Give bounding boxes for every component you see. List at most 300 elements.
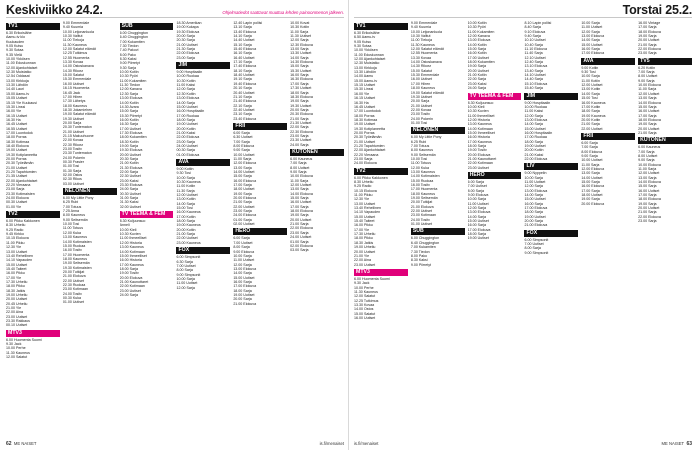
programme-entry: 18.40 Uutiset bbox=[233, 73, 255, 78]
programme-entry: 17.00 Uutiset bbox=[467, 55, 489, 60]
programme-entry: 16.00 Yle bbox=[6, 109, 22, 114]
programme-entry: 10.00 Sarja bbox=[176, 276, 195, 281]
programme-entry: 13.00 Kirkkoja bbox=[354, 65, 377, 70]
programme-entry: 18.30 Amerikan bbox=[176, 21, 202, 25]
programme-entry: 19.00 Kauneus bbox=[176, 223, 201, 228]
programme-entry: 17.00 Elokuva bbox=[524, 206, 548, 211]
programme-entry: 19.00 Kukapa bbox=[176, 25, 199, 30]
programme-entry: 12.00 Kanava bbox=[119, 87, 142, 92]
programme-entry: 11.00 Pikku bbox=[6, 240, 25, 245]
programme-entry: 17.30 Urheilu bbox=[6, 279, 28, 284]
programme-entry: 14.30 Rikosr bbox=[62, 68, 84, 73]
programme-entry: 01.00 Sarja bbox=[119, 196, 139, 201]
programme-entry: 11.30 Kauneus bbox=[6, 350, 30, 355]
programme-entry: 7.00 Sarja bbox=[581, 145, 598, 150]
programme-entry: 15.30 Emmerdale bbox=[410, 73, 440, 78]
programme-entry: 20.10 Sarja bbox=[233, 86, 252, 91]
programme-entry: 20.00 Sarja bbox=[410, 99, 430, 104]
programme-entry: 21.00 Uutiset bbox=[354, 139, 376, 144]
programme-entry: 23.00 Kauneus bbox=[176, 240, 201, 245]
programme-entry: 22.20 Vieraana bbox=[6, 183, 31, 188]
channel-heading: MTV3 bbox=[354, 269, 408, 276]
programme-entry: 10.15 Elokuva bbox=[354, 188, 377, 193]
channel-heading: FRII bbox=[581, 133, 635, 140]
website: is.fi/menaiset bbox=[354, 441, 379, 446]
right-page bbox=[350, 0, 696, 450]
programme-entry: 12.00 Ajankohtaiset bbox=[6, 65, 38, 70]
programme-entry: 21.00 Yle bbox=[354, 253, 370, 258]
programme-entry: 15.30 Uutiset bbox=[290, 68, 312, 73]
programme-entry: 21.00 Kaunottaret bbox=[119, 279, 149, 284]
programme-entry: 23.00 Tositv bbox=[62, 146, 82, 151]
programme-entry: 13.00 Sarja bbox=[638, 175, 657, 180]
programme-entry: 11.00 Tiekoja bbox=[62, 38, 84, 43]
programme-entry: 13.00 Elokuva bbox=[119, 96, 143, 101]
programme-entry: 18.30 Kotiin bbox=[119, 139, 139, 144]
programme-entry: 12.54 Oddasat bbox=[6, 74, 30, 79]
programme-entry: 10.30 Valitut bbox=[410, 34, 431, 39]
programme-entry: 16.00 Sarja bbox=[290, 73, 309, 78]
programme-entry: 11.00 Ihmeelliset bbox=[119, 236, 147, 241]
programme-entry: 14.00 Elokuva bbox=[638, 180, 661, 184]
programme-entry: 20.00 Sarja bbox=[290, 107, 309, 112]
programme-entry: 19.00 Salatut elämät bbox=[62, 112, 96, 117]
channel-heading: JIM bbox=[176, 62, 230, 69]
programme-entry: 13.00 Kirkkoja bbox=[6, 78, 29, 83]
schedule-disclaimer: Ohjelmatiedot saattavat muuttua lehden painoonmenon jälkeen. bbox=[222, 10, 344, 15]
programme-entry: 15.00 Ruokaa bbox=[410, 178, 434, 183]
day-heading: Keskiviikko 24.2. bbox=[6, 3, 103, 17]
programme-entry: 14.00 Kotiin bbox=[467, 42, 487, 47]
programme-entry: 18.00 Uutiset bbox=[581, 193, 603, 198]
programme-entry: 15.00 Aamu-tv bbox=[354, 78, 378, 83]
programme-entry: 9.00 Elokuva bbox=[467, 193, 489, 198]
programme-entry: 14.00 Ostoskanava bbox=[410, 60, 442, 65]
programme-entry: 18.30 Jatkis bbox=[6, 288, 26, 293]
programme-entry: 18.00 Sarja bbox=[467, 143, 487, 148]
programme-entry: 19.30 Kotiplaneetta bbox=[354, 126, 385, 131]
programme-entry: 7.00 Kukamiten bbox=[410, 245, 436, 250]
schedule-column bbox=[290, 21, 344, 436]
programme-entry: 15.00 Sarja bbox=[638, 184, 657, 189]
programme-entry: 10.00 Sarja bbox=[467, 197, 487, 202]
programme-entry: 13.40 Elokuva bbox=[233, 29, 257, 34]
programme-entry: 20.00 Sarja bbox=[524, 219, 543, 224]
programme-entry: 23.00 Tositv bbox=[410, 112, 430, 117]
programme-entry: 6.00 Simpsonit bbox=[524, 237, 549, 242]
programme-entry: 10.00 Ruokaa bbox=[524, 104, 547, 109]
programme-entry: 20.00 Elokuva bbox=[233, 196, 257, 201]
programme-entry: 13.40 Sarja bbox=[524, 68, 543, 73]
programme-entry: 19.00 Sarja bbox=[233, 191, 252, 196]
programme-entry: 14.00 Ostoskanava bbox=[62, 64, 94, 69]
programme-entry: 14.00 Sarja bbox=[233, 271, 252, 276]
programme-entry: 15.30 Emmerdale bbox=[62, 77, 92, 82]
programme-entry: 10.30 Kotiin bbox=[290, 25, 310, 30]
programme-entry: 13.00 Elokuva bbox=[176, 96, 200, 101]
programme-entry: 17.00 Sarja bbox=[638, 193, 657, 198]
programme-entry: 9.25 Radio bbox=[6, 227, 24, 232]
programme-entry: 16.00 Historia bbox=[467, 135, 490, 140]
programme-entry: 00.30 Uutiset bbox=[6, 200, 28, 205]
programme-entry: 6.30 Erikoislähe bbox=[354, 31, 380, 35]
programme-entry: 20.40 Uutiset bbox=[233, 90, 255, 95]
programme-entry: 19.00 Urheilu bbox=[354, 245, 376, 250]
programme-entry: 8.40 Sarja bbox=[524, 25, 541, 30]
programme-entry: 14.00 Kotimaisten bbox=[62, 239, 92, 244]
programme-entry: 17.00 Uutiset bbox=[119, 126, 141, 131]
programme-entry: 17.00 Kotiin bbox=[581, 104, 601, 109]
programme-entry: 10.00 Ruokaa bbox=[176, 74, 199, 79]
left-page-header bbox=[6, 3, 344, 18]
programme-entry: 19.00 Sarja bbox=[638, 122, 657, 127]
programme-entry: 20.00 Uutiset bbox=[354, 249, 376, 254]
programme-entry: 12.00 Kuka bbox=[410, 165, 430, 170]
schedule-column bbox=[581, 21, 635, 436]
programme-entry: 22.00 Uutiset bbox=[176, 236, 198, 241]
programme-entry: 8.00 Pako bbox=[410, 253, 428, 258]
programme-entry: 16.00 Uutiset bbox=[62, 81, 85, 86]
programme-entry: 23.00 Uutiset bbox=[119, 288, 141, 293]
programme-entry: 18.30 Kotimaa bbox=[354, 117, 378, 122]
programme-entry: 21.00 Kaksi bbox=[524, 152, 544, 157]
programme-entry: 20.30 Sarja bbox=[119, 156, 139, 161]
programme-entry: 6.40 Chuggington bbox=[410, 240, 440, 245]
programme-entry: 17.30 Elokuva bbox=[119, 130, 143, 135]
schedule-column bbox=[354, 21, 408, 436]
programme-entry: 9.00 Sarja bbox=[290, 170, 307, 174]
programme-entry: 12.00 Salatut bbox=[6, 355, 28, 360]
programme-entry: 23.30 Elokuva bbox=[119, 183, 143, 188]
programme-entry: 6.00 Sarja bbox=[581, 140, 598, 145]
programme-entry: 23.00 Uutiset bbox=[467, 165, 489, 170]
programme-entry: 19.30 Uutiset bbox=[290, 103, 312, 108]
programme-entry: 19.00 Sarja bbox=[290, 99, 309, 104]
programme-entry: 10.00 Perhe bbox=[6, 346, 26, 351]
programme-entry: 23.30 Tuntematon bbox=[62, 151, 92, 156]
programme-entry: 6.40 Chuggington bbox=[119, 35, 149, 40]
programme-entry: 20.00 Kotiin bbox=[581, 117, 601, 122]
programme-entry: 13.00 Sarja bbox=[581, 171, 600, 176]
programme-entry: 8.00 Elokuva bbox=[233, 143, 255, 148]
programme-entry: 11.40 Sarja bbox=[524, 51, 543, 56]
programme-entry: 20.30 Työelämän bbox=[6, 161, 34, 166]
programme-entry: 20.00 Uutiset bbox=[6, 297, 28, 302]
programme-entry: 6.25 Rubi bbox=[410, 139, 427, 144]
programme-entry: 22.30 Rikosr bbox=[62, 142, 84, 147]
programme-entry: 11.30 Kauneus bbox=[354, 289, 378, 294]
programme-entry: 8.30 Kaksi bbox=[410, 258, 428, 263]
programme-entry: 15.00 Ruokaa bbox=[62, 243, 86, 248]
programme-entry: 9.00 Sarja bbox=[638, 158, 655, 163]
programme-entry: 16.00 Elokuva bbox=[581, 184, 605, 189]
programme-entry: 17.00 Kauneus bbox=[119, 262, 144, 267]
programme-entry: 22.00 Aina bbox=[354, 258, 371, 263]
programme-entry: 10.00 Kovat bbox=[290, 21, 310, 25]
programme-entry: 22.00 Ajankohtaiset bbox=[354, 148, 386, 153]
programme-entry: 01.00 Yle bbox=[6, 204, 22, 209]
programme-entry: 8.00 Uutiset bbox=[638, 74, 658, 79]
programme-entry: 24.00 Uutiset bbox=[290, 235, 312, 240]
programme-entry: 18.00 Elokuva bbox=[638, 29, 661, 34]
programme-entry: 6.00 Simpsonit bbox=[176, 255, 201, 260]
programme-entry: 18.30 Jokamiehen bbox=[62, 107, 93, 112]
programme-entry: 17.00 Ruokaa bbox=[524, 135, 547, 140]
channel-heading: TV2 bbox=[354, 168, 408, 175]
programme-entry: 14.10 Uutiset bbox=[524, 73, 546, 78]
programme-entry: 14.10 Vapauden bbox=[354, 210, 381, 215]
programme-entry: 13.00 Elokuva bbox=[467, 210, 491, 215]
programme-entry: 10.00 Tosi bbox=[410, 156, 428, 161]
programme-entry: 7.00 Uutiset bbox=[233, 240, 253, 245]
programme-entry: 15.40 Taiteet bbox=[6, 266, 27, 271]
programme-entry: 9.00 Emmerdale bbox=[62, 21, 90, 25]
programme-entry: 7.00 Uutiset bbox=[176, 263, 196, 268]
programme-entry: 7.00 Sarja bbox=[290, 161, 307, 166]
programme-entry: 20.00 Sarja bbox=[176, 34, 195, 39]
programme-entry: 11.00 Eduskunnan bbox=[6, 61, 36, 66]
programme-entry: 13.40 Rehellinen bbox=[354, 206, 381, 211]
programme-entry: 15.40 Elokuva bbox=[233, 47, 257, 52]
channel-heading: LIV bbox=[524, 163, 578, 170]
programme-entry: 6.00 Huomenta Suomi bbox=[354, 276, 390, 281]
schedule-column bbox=[176, 21, 230, 436]
programme-entry: 8.00 Uutiset bbox=[638, 153, 658, 158]
programme-entry: 15.00 Uutiset bbox=[524, 197, 546, 202]
programme-entry: 00.30 Uutiset bbox=[119, 191, 141, 196]
programme-entry: 14.00 Sarja bbox=[467, 214, 487, 219]
programme-entry: 15.30 Piirretyt bbox=[119, 113, 142, 118]
programme-entry: 9.00 Hospitaalin bbox=[176, 70, 203, 75]
schedule-column bbox=[468, 21, 522, 436]
programme-entry: 21.10 Sarja bbox=[233, 94, 252, 99]
programme-entry: 7.00 Totuus bbox=[62, 204, 82, 209]
programme-entry: 18.00 Sarja bbox=[524, 210, 543, 215]
schedule-column bbox=[524, 21, 578, 436]
programme-entry: 11.00 Sarja bbox=[233, 156, 252, 161]
programme-entry: 14.00 Elokuva bbox=[638, 100, 661, 105]
programme-entry: 9.00 Seitsemän bbox=[410, 152, 436, 157]
programme-entry: 9.40 Kuumia bbox=[410, 25, 432, 30]
programme-entry: 15.00 Salatut bbox=[410, 68, 433, 73]
programme-entry: 13.00 Kauneus bbox=[62, 235, 88, 240]
programme-entry: 11.00 Eduskunnan bbox=[354, 52, 384, 57]
programme-entry: 13.00 Sarja bbox=[638, 96, 657, 101]
programme-entry: 15.00 Ihmeelliset bbox=[119, 253, 147, 258]
programme-entry: 21.00 Sarja bbox=[290, 116, 309, 121]
programme-entry: 11.00 Kaksi bbox=[176, 83, 195, 88]
programme-entry: 12.00 Salatut bbox=[354, 294, 376, 299]
programme-entry: 13.00 Kauneus bbox=[410, 170, 436, 174]
programme-entry: 21.40 Elokuva bbox=[233, 99, 257, 104]
programme-entry: 6.20 Kotiin bbox=[638, 65, 656, 70]
programme-entry: 15.00 Sarja bbox=[290, 196, 309, 201]
programme-entry: 17.00 Sarja bbox=[638, 113, 657, 118]
programme-entry: 11.00 Totuus bbox=[62, 226, 84, 231]
programme-entry: 16.45 Jack bbox=[62, 90, 81, 95]
programme-entry: 12.30 Elokuva bbox=[290, 42, 313, 47]
programme-entry: 14.00 Sarja bbox=[524, 122, 543, 127]
programme-entry: 21.00 Sarja bbox=[581, 122, 600, 127]
programme-entry: 21.00 Sarja bbox=[638, 210, 657, 215]
programme-entry: 23.40 Elokuva bbox=[233, 116, 257, 121]
programme-entry: 01.00 Uutiset bbox=[62, 300, 85, 305]
programme-entry: 21.30 Elokuva bbox=[119, 165, 143, 170]
programme-entry: 18.00 Kukamiten bbox=[467, 60, 495, 65]
programme-entry: 9.30 Sarja bbox=[119, 65, 137, 70]
programme-entry: 10.10 Uutiset bbox=[524, 38, 546, 43]
programme-entry: 22.00 Kotimaan bbox=[467, 161, 493, 166]
programme-entry: 24.00 Pokerin bbox=[62, 155, 86, 160]
programme-entry: 6.50 Aamu-tv bbox=[354, 35, 376, 40]
channel-heading: KUTONEN bbox=[290, 149, 344, 156]
programme-entry: 10.00 Kieli bbox=[467, 104, 485, 109]
programme-entry: 23.10 Sarja bbox=[233, 112, 252, 117]
programme-entry: 20.00 Porras bbox=[354, 130, 375, 135]
programme-entry: 20.30 Elokuva bbox=[290, 112, 313, 117]
programme-entry: 16.00 Uutiset bbox=[290, 200, 312, 205]
programme-entry: 12.00 Uutiset bbox=[638, 171, 660, 176]
programme-entry: 19.00 Seitsemän bbox=[62, 261, 90, 266]
programme-entry: 9.00 Sarja bbox=[581, 153, 598, 158]
programme-entry: 16.15 Uutiset bbox=[354, 96, 376, 101]
programme-entry: 12.30 Muistatko bbox=[354, 61, 380, 66]
programme-entry: 8.00 Kauneus bbox=[62, 213, 86, 218]
programme-entry: 21.00 Sarja bbox=[176, 232, 195, 237]
programme-entry: 11.10 Elokuva bbox=[524, 47, 547, 52]
programme-entry: 6.00 Sarja bbox=[233, 236, 250, 241]
programme-entry: 12.00 Salatut elämät bbox=[410, 47, 444, 52]
programme-entry: 20.30 Työelämän bbox=[354, 135, 382, 140]
programme-entry: 9.00 Hospitaalin bbox=[524, 100, 551, 105]
programme-entry: 24.00 Sarja bbox=[467, 86, 487, 91]
programme-entry: 11.00 Ihmeelliset bbox=[467, 113, 495, 118]
programme-entry: 19.00 Uutiset bbox=[524, 143, 546, 148]
programme-entry: 15.00 Uutiset bbox=[524, 126, 546, 131]
programme-entry: 13.00 Elokuva bbox=[524, 117, 548, 122]
day-heading: Torstai 25.2. bbox=[622, 3, 692, 17]
programme-entry: 11.00 Pikku bbox=[354, 193, 373, 198]
programme-entry: 17.00 Huomenta bbox=[62, 252, 90, 257]
programme-entry: 16.00 Hospitaalin bbox=[524, 130, 553, 135]
programme-entry: 23.00 Kaksi bbox=[467, 81, 487, 86]
magazine-name: ME NAISET bbox=[661, 440, 685, 446]
programme-entry: 13.00 Uutiset bbox=[354, 201, 376, 206]
programme-entry: 9.00 Piirretyt bbox=[410, 262, 432, 267]
programme-entry: 14.00 Uutiset bbox=[581, 175, 603, 180]
programme-entry: 22.00 Uutiset bbox=[233, 204, 255, 209]
programme-entry: 20.00 Uutiset bbox=[467, 68, 489, 73]
programme-entry: 01.00 Tosi bbox=[410, 120, 428, 125]
programme-entry: 16.00 Hospitaalin bbox=[176, 109, 205, 114]
left-page bbox=[2, 0, 348, 450]
programme-entry: 6.00 Huomenta Suomi bbox=[6, 337, 42, 342]
programme-entry: 14.10 Vapauden bbox=[6, 258, 33, 263]
programme-entry: 17.00 Kotiin bbox=[176, 214, 196, 219]
programme-entry: 10.30 Pyöri bbox=[467, 25, 486, 30]
programme-entry: 9.30 Sotaa bbox=[354, 44, 372, 49]
programme-entry: 22.30 Ruokaa bbox=[62, 282, 86, 287]
programme-entry: 21.00 Uutiset bbox=[176, 42, 198, 47]
programme-entry: 16.55 Uutiset bbox=[6, 126, 28, 131]
programme-entry: 22.30 Uutiset bbox=[119, 174, 141, 179]
programme-entry: 19.30 Uutiset bbox=[62, 116, 85, 121]
page-gutter bbox=[348, 0, 349, 450]
programme-entry: 21.00 Kotiin bbox=[119, 161, 139, 166]
programme-entry: 01.00 Tosi bbox=[62, 164, 80, 169]
programme-entry: 9.05 Kutsu bbox=[354, 39, 372, 44]
programme-entry: 10.00 Perhe bbox=[354, 285, 374, 290]
programme-entry: 19.00 Tositv bbox=[119, 271, 139, 276]
schedule-column bbox=[638, 21, 692, 436]
programme-entry: 23.00 Kotimaan bbox=[62, 287, 89, 292]
channel-heading: FOX bbox=[524, 230, 578, 237]
programme-entry: 23.00 Kotimaan bbox=[410, 213, 437, 218]
programme-entry: 11.00 Sarja bbox=[581, 162, 600, 167]
programme-entry: 16.15 Uutiset bbox=[6, 113, 28, 118]
left-page-footer bbox=[6, 439, 344, 448]
programme-entry: 20.00 Uutiset bbox=[638, 206, 660, 211]
right-page-header bbox=[354, 3, 692, 18]
programme-entry: 17.00 Elokuva bbox=[233, 284, 257, 289]
channel-heading: TV2 bbox=[6, 211, 60, 218]
programme-entry: 22.00 Kovaa bbox=[62, 138, 84, 143]
programme-entry: 16.00 Elokuva bbox=[233, 178, 257, 183]
programme-entry: 8.00 Sarja bbox=[467, 188, 485, 193]
channel-heading: TV5 bbox=[638, 58, 692, 65]
programme-entry: 13.00 Elokuva bbox=[524, 188, 548, 193]
programme-entry: 16.30 Sarja bbox=[119, 122, 139, 127]
programme-entry: 19.00 Urheilu bbox=[6, 292, 28, 297]
programme-entry: 20.00 Sarja bbox=[233, 297, 252, 302]
programme-entry: 23.00 Sarja bbox=[290, 230, 309, 235]
programme-entry: 18.30 Elokuva bbox=[290, 94, 313, 99]
programme-entry: 22.00 Ajankohtaiset bbox=[6, 178, 38, 183]
programme-entry: 22.00 Uutiset bbox=[62, 278, 85, 283]
programme-entry: 23.30 Kotimaisten bbox=[6, 191, 35, 196]
programme-entry: 14.00 Sarja bbox=[524, 193, 543, 198]
programme-entry: 14.00 Aamu bbox=[354, 74, 374, 79]
programme-entry: 17.30 Uutiset bbox=[290, 86, 312, 91]
programme-entry: 24.00 Elokuva bbox=[233, 213, 257, 218]
programme-entry: 21.00 Elokuva bbox=[524, 223, 548, 228]
programme-entry: 13.00 Elokuva bbox=[581, 34, 605, 39]
programme-entry: 01.30 Sarja bbox=[62, 168, 82, 173]
programme-entry: 9.00 Sarja bbox=[638, 78, 655, 83]
programme-entry: 15.00 Uutiset bbox=[581, 42, 603, 47]
programme-entry: 17.30 Lähetys bbox=[62, 99, 86, 104]
programme-entry: 23.00 Sarja bbox=[176, 139, 195, 144]
programme-entry: 9.00 Elokuva bbox=[233, 249, 255, 254]
programme-entry: 9.30 Jack bbox=[354, 281, 370, 286]
programme-entry: 12.40 Sarja bbox=[524, 60, 543, 65]
programme-entry: 9.00 Kotiin bbox=[581, 65, 599, 70]
programme-entry: 16.40 Uutiset bbox=[233, 55, 255, 60]
programme-entry: 10.30 Kauneus bbox=[176, 180, 201, 184]
channel-heading: TV1 bbox=[6, 23, 60, 30]
programme-entry: 21.00 Kotiin bbox=[467, 73, 487, 78]
programme-entry: 11.00 Uutiset bbox=[176, 281, 198, 286]
programme-entry: 13.00 Sarja bbox=[290, 187, 309, 192]
programme-entry: 9.45 Kirkko bbox=[6, 232, 24, 237]
programme-entry: 9.40 Kuumia bbox=[62, 25, 84, 30]
programme-entry: 01.00 Sarja bbox=[233, 217, 252, 222]
programme-entry: 15.00 Sarja bbox=[290, 64, 309, 69]
channel-heading: AVA bbox=[581, 58, 635, 65]
website: is.fi/menaiset bbox=[319, 441, 344, 446]
programme-entry: 8.10 Lapin poliisi bbox=[524, 21, 552, 25]
programme-entry: 6.00 My Little Pony bbox=[410, 135, 442, 140]
